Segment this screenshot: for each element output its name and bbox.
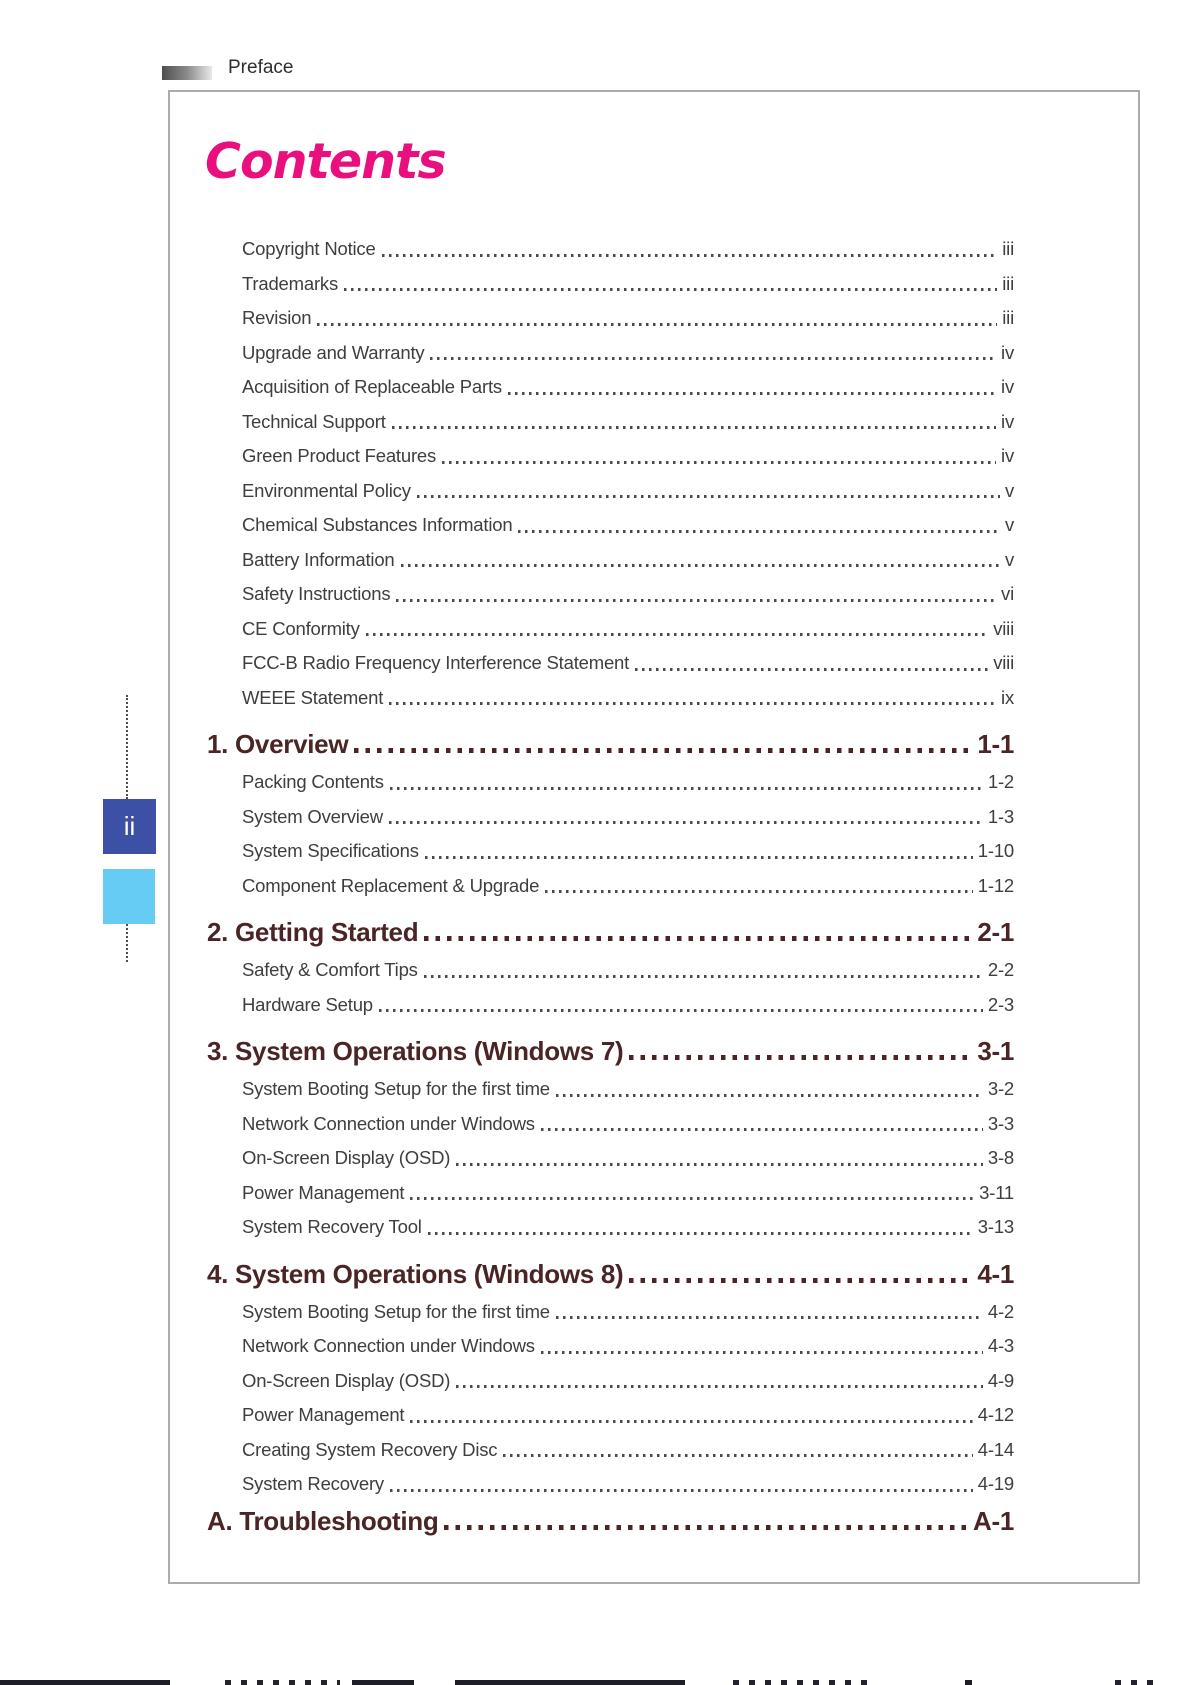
toc-section-heading xyxy=(207,1500,1014,1542)
dotted-leader xyxy=(417,474,1000,509)
clipped-text-artifact xyxy=(1115,1680,1160,1685)
toc-entry-page-number: 4-2 xyxy=(987,1300,1014,1322)
toc-entry-label: CE Conformity xyxy=(242,617,360,639)
dotted-leader xyxy=(629,1253,972,1295)
toc-entry-label: FCC-B Radio Frequency Interference Statement xyxy=(242,652,630,673)
clipped-text-artifact xyxy=(352,1680,414,1685)
toc-section-heading-label: 3. System Operations (Windows 7) xyxy=(207,1036,624,1066)
toc-entry-label: On-Screen Display (OSD) xyxy=(242,1369,451,1391)
toc-section xyxy=(207,1253,1014,1502)
toc-entry-page-number: 1-3 xyxy=(987,805,1014,827)
toc-section-heading xyxy=(207,1253,1014,1295)
dotted-leader xyxy=(424,953,983,988)
toc-section-heading-label: A. Troubleshooting xyxy=(207,1505,439,1536)
toc-entry xyxy=(207,1433,1014,1468)
toc-section-heading xyxy=(207,723,1014,765)
dotted-leader xyxy=(392,405,996,440)
toc-entry xyxy=(207,577,1014,612)
toc-entry xyxy=(207,1295,1014,1330)
toc-entry xyxy=(207,612,1014,647)
toc-entry xyxy=(207,1072,1014,1107)
toc-section xyxy=(207,723,1014,903)
toc-entry-page-number: 4-9 xyxy=(987,1369,1014,1391)
decorative-square xyxy=(103,869,155,924)
toc-entry-label: Acquisition of Replaceable Parts xyxy=(242,376,502,397)
dotted-leader xyxy=(456,1141,983,1176)
dotted-leader xyxy=(541,1107,983,1142)
toc-entry-label: System Recovery xyxy=(242,1473,384,1494)
toc-entry-label: Network Connection under Windows xyxy=(242,1112,535,1134)
dotted-leader xyxy=(556,1295,983,1330)
toc-entry xyxy=(207,1467,1014,1502)
clipped-text-artifact xyxy=(455,1680,685,1685)
dotted-leader xyxy=(366,612,989,647)
toc-section-heading-page-number: A-1 xyxy=(973,1505,1014,1536)
clipped-text-artifact xyxy=(733,1680,873,1685)
dotted-leader xyxy=(390,765,983,800)
toc-entry xyxy=(207,405,1014,440)
dotted-leader xyxy=(354,723,972,765)
dotted-leader xyxy=(401,543,1000,578)
toc-entry xyxy=(207,301,1014,336)
toc-entry-page-number: 3-2 xyxy=(987,1078,1014,1099)
toc-entry-page-number: iii xyxy=(1002,307,1014,328)
toc-entry-label: Trademarks xyxy=(242,272,339,294)
toc-entry-label: Copyright Notice xyxy=(242,238,376,259)
toc-entry xyxy=(207,681,1014,716)
toc-entry-label: Power Management xyxy=(242,1181,405,1203)
toc-entry-page-number: v xyxy=(1004,514,1014,535)
dotted-leader xyxy=(379,988,983,1023)
toc-entry xyxy=(207,834,1014,869)
dotted-leader xyxy=(430,336,996,371)
toc-entry xyxy=(207,988,1014,1023)
toc-entry xyxy=(207,439,1014,474)
toc-entry-page-number: iii xyxy=(1002,238,1014,259)
toc-entry-label: Creating System Recovery Disc xyxy=(242,1438,498,1460)
toc-entry xyxy=(207,1176,1014,1211)
toc-entry xyxy=(207,336,1014,371)
toc-entry-label: Technical Support xyxy=(242,410,386,432)
toc-section-heading-label: 2. Getting Started xyxy=(207,917,419,947)
clipped-text-artifact xyxy=(225,1680,340,1685)
toc-entry-page-number: iii xyxy=(1002,272,1014,294)
toc-entry-label: Upgrade and Warranty xyxy=(242,341,425,363)
dotted-leader xyxy=(410,1398,972,1433)
toc-entry-label: Green Product Features xyxy=(242,445,437,466)
toc-entry-page-number: 3-13 xyxy=(977,1216,1014,1237)
dotted-leader xyxy=(396,577,996,612)
dotted-leader xyxy=(389,681,996,716)
toc-section-heading-page-number: 3-1 xyxy=(977,1036,1014,1066)
dotted-leader xyxy=(518,508,1000,543)
toc-entry-label: Network Connection under Windows xyxy=(242,1335,535,1356)
toc-entry-page-number: 4-3 xyxy=(987,1335,1014,1356)
dotted-leader xyxy=(410,1176,974,1211)
toc-entry-label: System Specifications xyxy=(242,840,419,861)
toc-section xyxy=(207,911,1014,1022)
toc-section-heading xyxy=(207,1030,1014,1072)
toc-entry xyxy=(207,646,1014,681)
toc-entry xyxy=(207,232,1014,267)
page-number-badge: ii xyxy=(103,799,156,854)
running-header: Preface xyxy=(228,57,294,78)
margin-dotted-rule xyxy=(126,695,128,799)
toc-entry-page-number: iv xyxy=(1001,341,1014,363)
dotted-leader xyxy=(635,646,988,681)
toc-entry-label: System Booting Setup for the first time xyxy=(242,1300,550,1322)
toc-entry xyxy=(207,1329,1014,1364)
clipped-text-artifact xyxy=(0,1680,170,1685)
dotted-leader xyxy=(382,232,998,267)
toc-entry-page-number: 4-12 xyxy=(977,1404,1014,1425)
page-title: Contents xyxy=(205,133,446,190)
toc-entry-label: WEEE Statement xyxy=(242,686,384,708)
dotted-leader xyxy=(424,911,972,953)
section-gradient-bar-icon xyxy=(162,66,212,80)
toc-entry-label: System Booting Setup for the first time xyxy=(242,1078,550,1099)
toc-entry xyxy=(207,1141,1014,1176)
toc-entry xyxy=(207,800,1014,835)
toc-section-heading-page-number: 2-1 xyxy=(977,917,1014,947)
toc-entry xyxy=(207,1398,1014,1433)
toc-entry-page-number: v xyxy=(1004,479,1014,501)
toc-entry-page-number: 3-3 xyxy=(987,1112,1014,1134)
toc-entry xyxy=(207,953,1014,988)
toc-section-heading-label: 4. System Operations (Windows 8) xyxy=(207,1258,624,1289)
toc-entry-label: Safety Instructions xyxy=(242,583,391,604)
toc-entry-page-number: iv xyxy=(1001,445,1014,466)
dotted-leader xyxy=(508,370,996,405)
toc-entry xyxy=(207,1107,1014,1142)
toc-section xyxy=(207,1030,1014,1245)
toc-entry xyxy=(207,474,1014,509)
dotted-leader xyxy=(503,1433,972,1468)
clipped-text-artifact xyxy=(965,1680,972,1685)
dotted-leader xyxy=(390,1467,973,1502)
toc-entry xyxy=(207,1364,1014,1399)
toc-entry-page-number: iv xyxy=(1001,410,1014,432)
dotted-leader xyxy=(456,1364,983,1399)
toc-entry-label: Safety & Comfort Tips xyxy=(242,959,418,980)
toc-entry-label: Hardware Setup xyxy=(242,993,373,1015)
dotted-leader xyxy=(428,1210,973,1245)
toc-entry-label: Revision xyxy=(242,307,312,328)
toc-entry-page-number: viii xyxy=(993,617,1014,639)
toc-entry-page-number: ix xyxy=(1001,686,1014,708)
dotted-leader xyxy=(317,301,997,336)
dotted-leader xyxy=(545,869,973,904)
toc-entry xyxy=(207,869,1014,904)
toc-entry-page-number: iv xyxy=(1001,376,1014,397)
toc-entry-label: Battery Information xyxy=(242,548,395,570)
toc-section xyxy=(207,1500,1014,1542)
dotted-leader xyxy=(541,1329,983,1364)
toc-entry-page-number: 1-12 xyxy=(977,874,1014,896)
toc-entry-page-number: 4-19 xyxy=(977,1473,1014,1494)
toc-entry-label: On-Screen Display (OSD) xyxy=(242,1147,451,1168)
toc-entry-label: Power Management xyxy=(242,1404,405,1425)
toc-entry-page-number: 2-3 xyxy=(987,993,1014,1015)
dotted-leader xyxy=(444,1500,968,1542)
toc-section-heading-page-number: 4-1 xyxy=(977,1258,1014,1289)
toc-entry xyxy=(207,543,1014,578)
toc-entry-page-number: 2-2 xyxy=(987,959,1014,980)
toc-entry xyxy=(207,1210,1014,1245)
toc-entry-page-number: v xyxy=(1004,548,1014,570)
toc-entry xyxy=(207,370,1014,405)
toc-entry-label: Component Replacement & Upgrade xyxy=(242,874,540,896)
dotted-leader xyxy=(556,1072,983,1107)
page-frame xyxy=(168,90,1140,1584)
toc-entry-page-number: 1-2 xyxy=(987,771,1014,792)
dotted-leader xyxy=(425,834,973,869)
dotted-leader xyxy=(442,439,996,474)
toc-entry-page-number: 3-11 xyxy=(979,1181,1014,1203)
toc-entry-label: System Overview xyxy=(242,805,383,827)
toc-section-heading-page-number: 1-1 xyxy=(977,729,1014,759)
dotted-leader xyxy=(389,800,983,835)
toc-entry-page-number: viii xyxy=(993,652,1014,673)
dotted-leader xyxy=(344,267,997,302)
toc-entry-label: Chemical Substances Information xyxy=(242,514,513,535)
margin-dotted-rule xyxy=(126,924,128,962)
toc-entry xyxy=(207,765,1014,800)
toc-entry-page-number: 4-14 xyxy=(977,1438,1014,1460)
toc xyxy=(207,232,1014,1542)
toc-section-heading xyxy=(207,911,1014,953)
toc-entry-page-number: 1-10 xyxy=(977,840,1014,861)
toc-entry-label: System Recovery Tool xyxy=(242,1216,422,1237)
toc-entry xyxy=(207,508,1014,543)
dotted-leader xyxy=(629,1030,972,1072)
toc-entry-page-number: 3-8 xyxy=(987,1147,1014,1168)
toc-entry-label: Environmental Policy xyxy=(242,479,411,501)
toc-entry-page-number: vi xyxy=(1001,583,1014,604)
toc-entry-label: Packing Contents xyxy=(242,771,384,792)
toc-entry xyxy=(207,267,1014,302)
toc-section-heading-label: 1. Overview xyxy=(207,729,349,759)
